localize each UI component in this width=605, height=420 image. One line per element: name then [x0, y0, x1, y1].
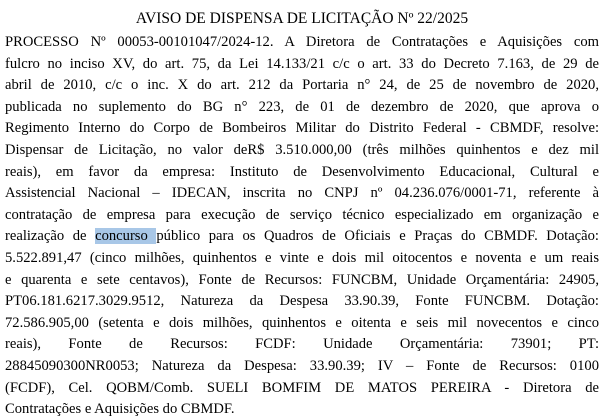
body-line: Dispensar de Licitação, no valor deR$ 3.510.000,00 (três milhões quinhentos e dez mil: [5, 141, 599, 158]
body-line: reais), em favor da empresa: Instituto de Desenvolvimento Educacional, Cultural e: [5, 163, 599, 180]
highlighted-text-selection: concurso: [95, 228, 157, 245]
body-line: 5.522.891,47 (cinco milhões, quinhentos e vinte e dois mil oitocentos e noventa e um reais: [5, 249, 599, 266]
body-line: 72.586.905,00 (setenta e dois milhões, quinhentos e oitenta e seis mil novecentos e cinco: [5, 314, 599, 331]
document-body: [5, 32, 599, 420]
body-line: PROCESSO Nº 00053-00101047/2024-12. A Diretora de Contratações e Aquisições com: [5, 34, 599, 50]
body-line: reais), Fonte de Recursos: FCDF: Unidade Orçamentária: 73901; PT:: [5, 336, 599, 353]
body-line: PT06.181.6217.3029.9512, Natureza da Despesa 33.90.39, Fonte FUNCBM. Dotação:: [5, 293, 599, 310]
body-line: 28845090300NR0053; Natureza da Despesa: 33.90.39; IV – Fonte de Recursos: 0100: [5, 357, 599, 374]
body-line: (FCDF), Cel. QOBM/Comb. SUELI BOMFIM DE MATOS PEREIRA - Diretora de: [5, 379, 599, 396]
body-line: publicada no suplemento do BG n° 223, de 01 de dezembro de 2020, que aprova o: [5, 98, 599, 115]
document-title: AVISO DE DISPENSA DE LICITAÇÃO Nº 22/2025: [135, 10, 469, 27]
body-line: abril de 2010, c/c o inc. X do art. 212 da Portaria n° 24, de 25 de novembro de 2020,: [5, 77, 599, 94]
body-line: Regimento Interno do Corpo de Bombeiros Militar do Distrito Federal - CBMDF, resolve:: [5, 120, 599, 137]
body-line: Assistencial Nacional – IDECAN, inscrita no CNPJ nº 04.236.076/0001-71, referente à: [5, 185, 599, 202]
body-line: contratação de empresa para execução de serviço técnico especializado em organização e: [5, 206, 599, 223]
body-line: fulcro no inciso XV, do art. 75, da Lei 14.133/21 c/c o art. 33 do Decreto 7.163, de 29 de: [5, 55, 599, 72]
body-line: e quarenta e sete centavos), Fonte de Recursos: FUNCBM, Unidade Orçamentária: 24905,: [5, 271, 599, 288]
line-segment-before: realização de: [5, 228, 96, 245]
line-segment-after: público para os Quadros de Oficiais e Praças do CBMDF. Dotação:: [156, 228, 599, 245]
body-line-with-highlight: [5, 226, 599, 248]
body-line: Contratações e Aquisições do CBMDF.: [5, 401, 235, 418]
